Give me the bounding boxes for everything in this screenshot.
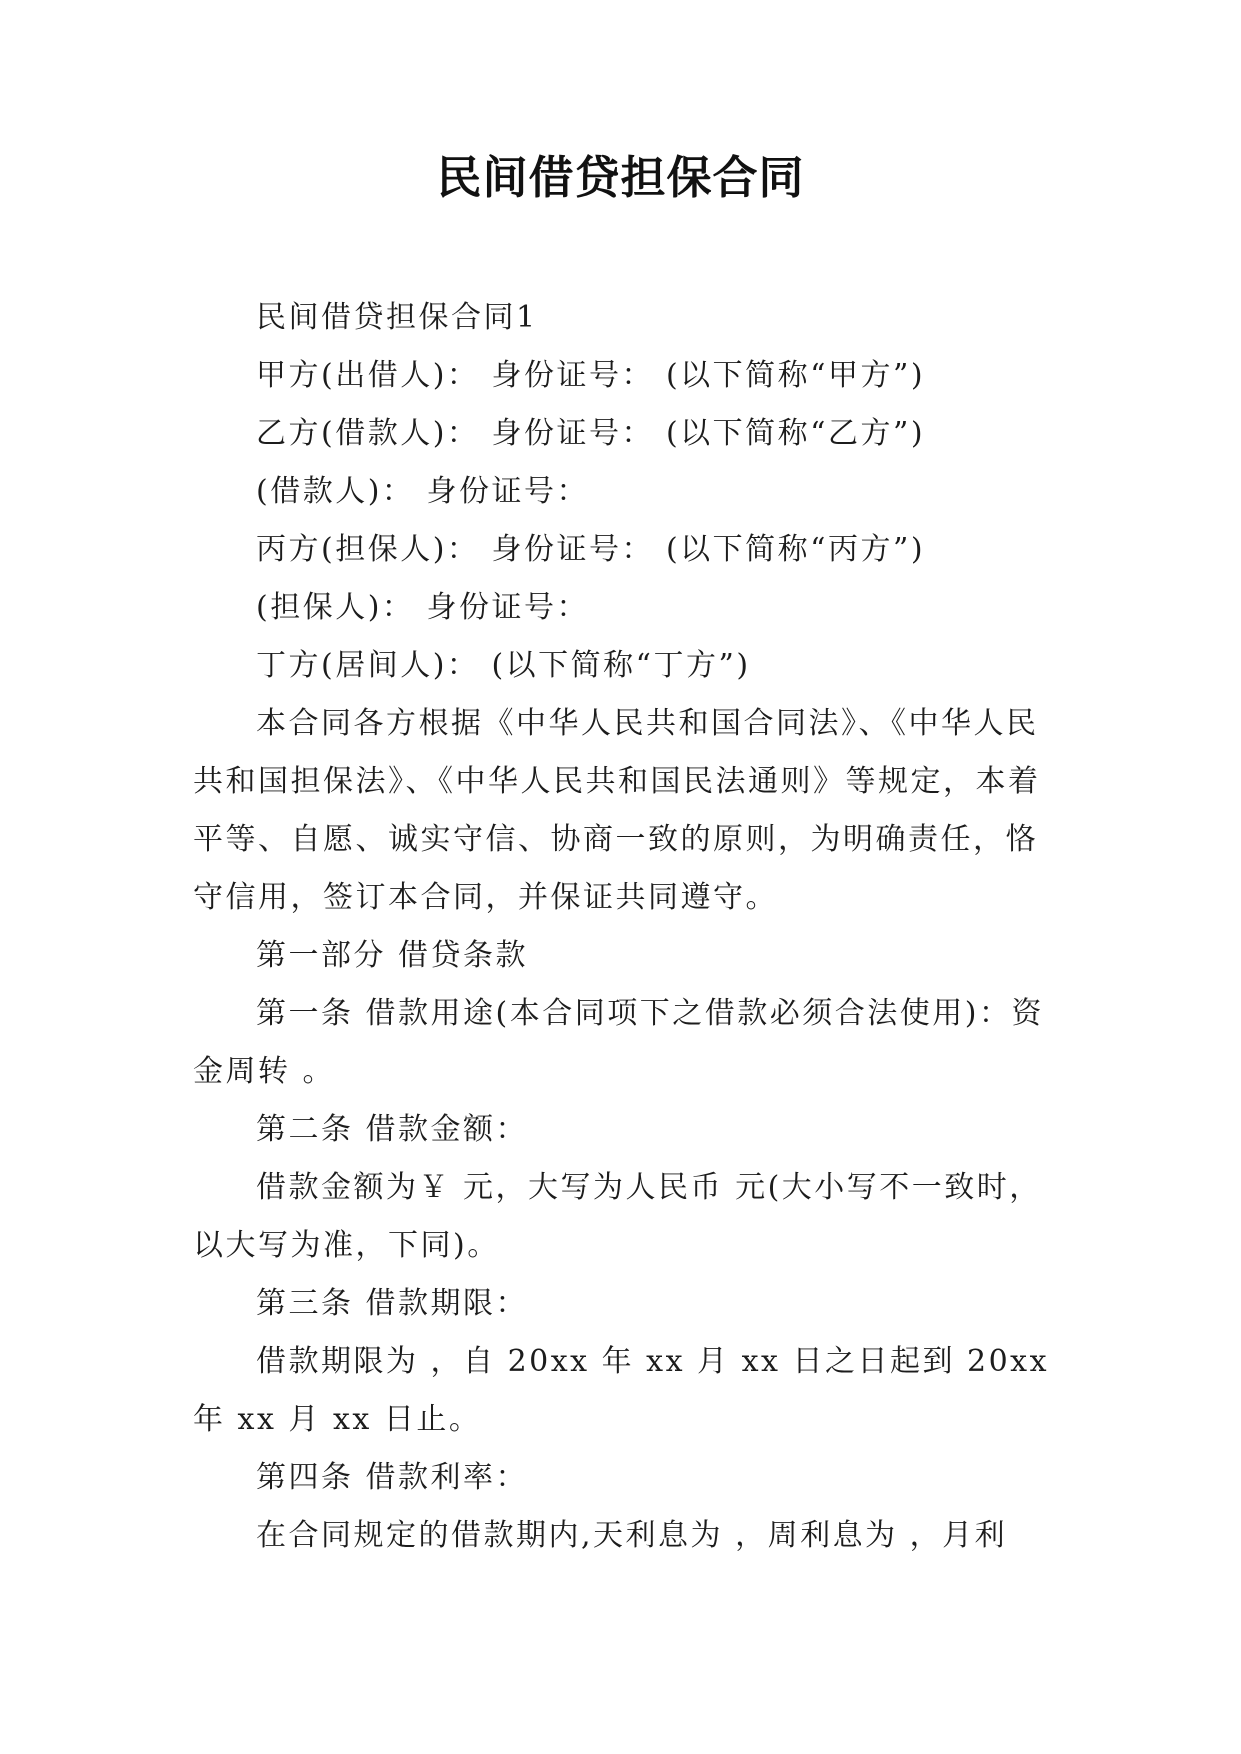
borrower-line: (借款人)： 身份证号：: [256, 474, 589, 509]
article-two-heading: 第二条 借款金额：: [256, 1112, 529, 1147]
part-one-heading: 第一部分 借贷条款: [256, 938, 529, 973]
article-four-heading: 第四条 借款利率：: [256, 1460, 529, 1495]
guarantor-line: (担保人)： 身份证号：: [256, 590, 589, 625]
party-a-line: 甲方(出借人)： 身份证号： (以下简称“甲方”): [256, 358, 926, 393]
document-body: [193, 289, 1049, 1565]
loan-term-paragraph: 借款期限为 ，自 20xx 年 xx 月 xx 日之日起到 20xx 年 xx 月 xx 日止。: [193, 1344, 1049, 1437]
party-b-line: 乙方(借款人)： 身份证号： (以下简称“乙方”): [256, 416, 926, 451]
article-three-heading: 第三条 借款期限：: [256, 1286, 529, 1321]
party-d-line: 丁方(居间人)： (以下简称“丁方”): [256, 648, 751, 683]
interest-rate-paragraph: 在合同规定的借款期内,天利息为 ，周利息为 ，月利: [256, 1518, 1008, 1553]
preamble-paragraph: 本合同各方根据《中华人民共和国合同法》、《中华人民共和国担保法》、《中华人民共和国民法通则》等规定，本着平等、自愿、诚实守信、协商一致的原则，为明确责任，恪守信用，签订本合同，并保证共同遵守。: [193, 706, 1041, 915]
article-one-paragraph: 第一条 借款用途(本合同项下之借款必须合法使用)：资金周转 。: [193, 996, 1044, 1089]
document-title: 民间借贷担保合同: [436, 151, 805, 204]
party-c-line: 丙方(担保人)： 身份证号： (以下简称“丙方”): [256, 532, 926, 567]
contract-subtitle: 民间借贷担保合同1: [256, 300, 538, 335]
loan-amount-paragraph: 借款金额为￥ 元，大写为人民币 元(大小写不一致时，以大写为准，下同)。: [193, 1170, 1042, 1263]
